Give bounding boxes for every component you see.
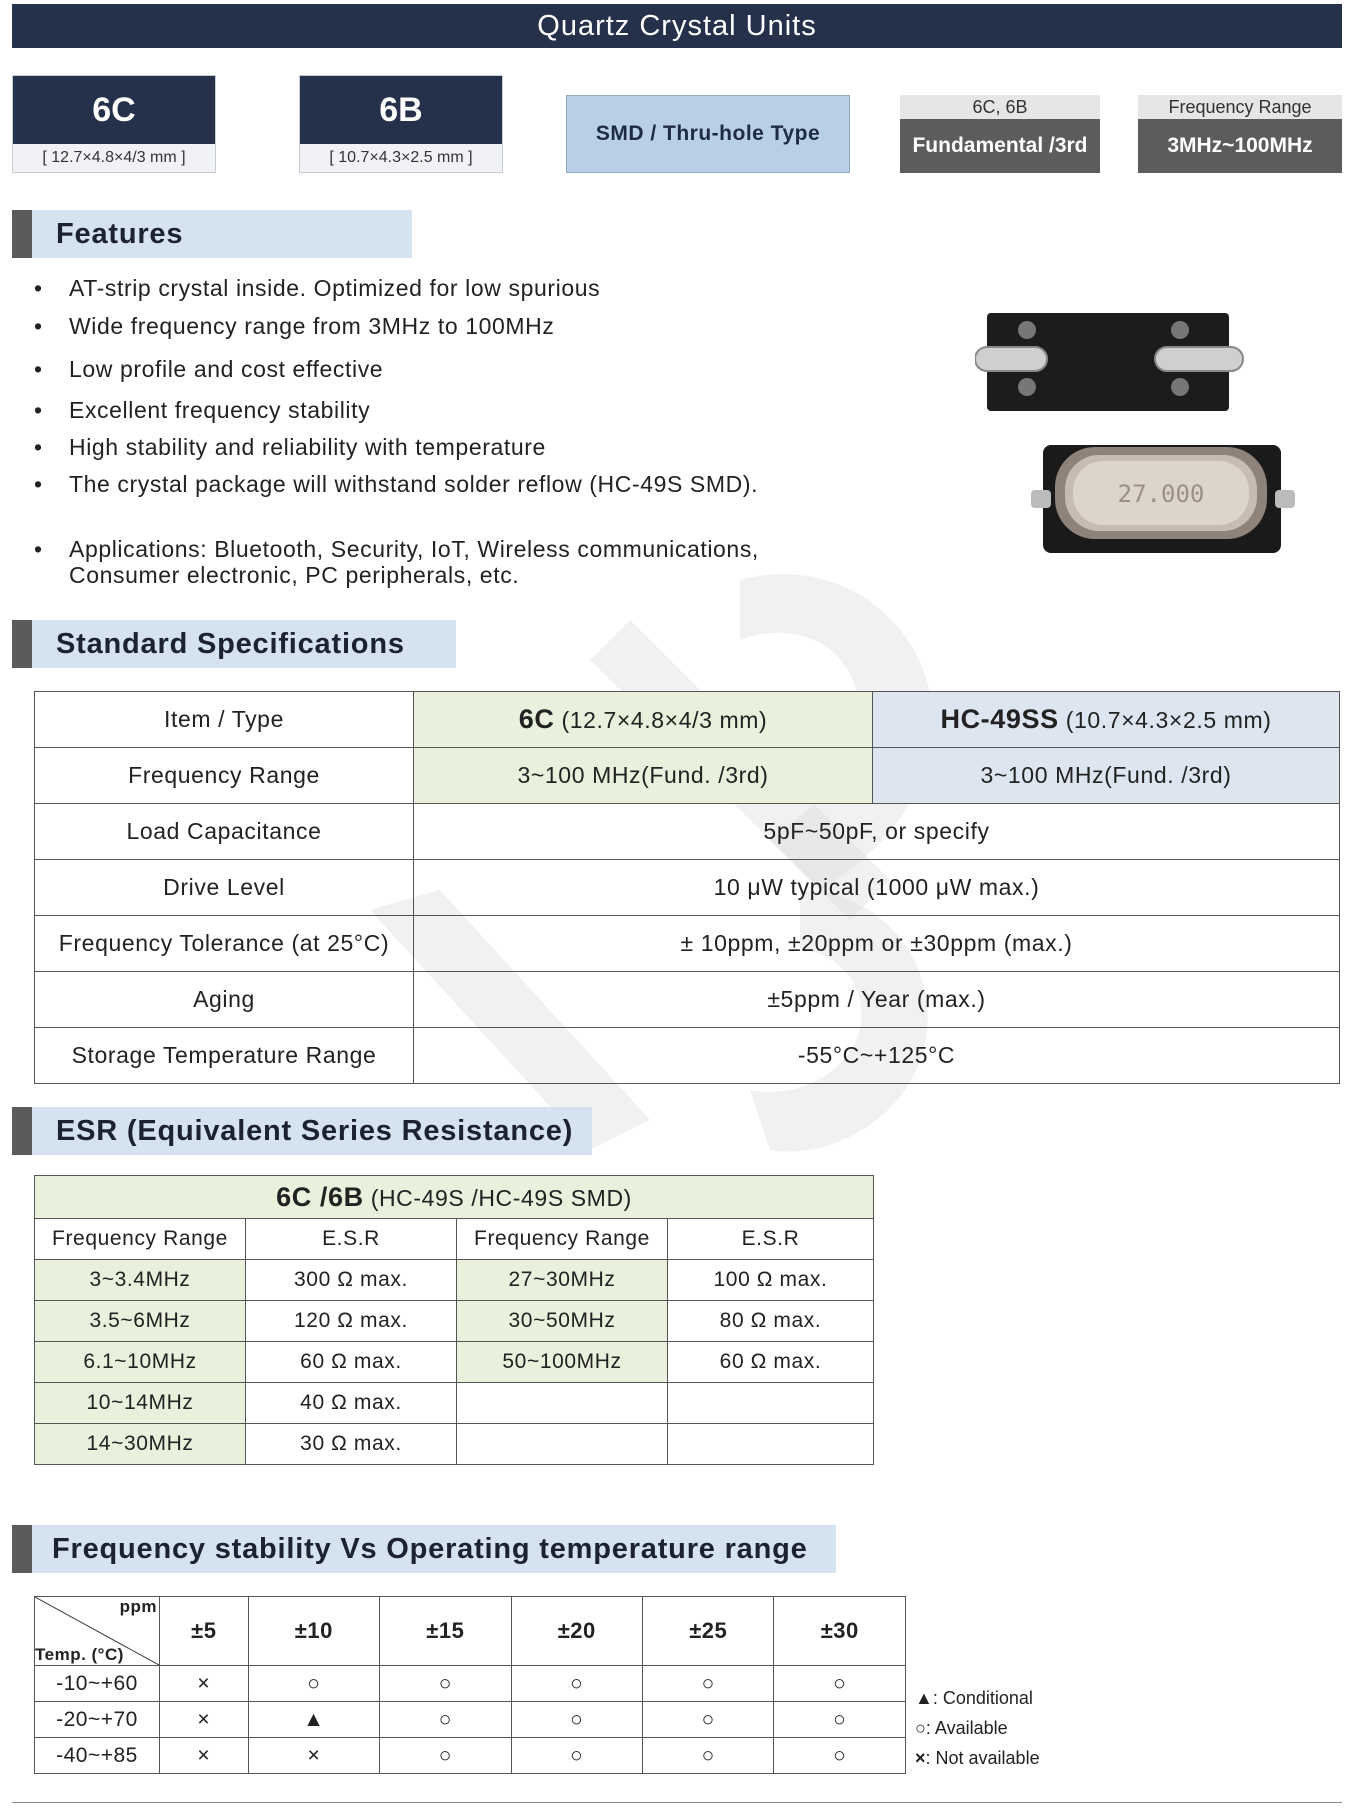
table-row <box>35 748 1340 804</box>
mode-value: Fundamental /3rd <box>900 119 1100 173</box>
column-header: ±25 <box>643 1597 774 1666</box>
table-cell: 120 Ω max. <box>246 1301 457 1342</box>
heading-text: Frequency stability Vs Operating temperature range <box>52 1532 808 1565</box>
table-cell: ○ <box>511 1666 642 1702</box>
table-cell: × <box>160 1666 249 1702</box>
table-cell: Storage Temperature Range <box>35 1028 414 1084</box>
table-row <box>35 916 1340 972</box>
column-header: ±30 <box>774 1597 906 1666</box>
table-cell: ○ <box>380 1702 511 1738</box>
model-box-6b <box>299 75 503 173</box>
table-cell: ○ <box>511 1702 642 1738</box>
table-cell: 10 μW typical (1000 μW max.) <box>414 860 1340 916</box>
legend-item: ○: Available <box>915 1718 1008 1738</box>
table-cell: Frequency Tolerance (at 25°C) <box>35 916 414 972</box>
table-cell: ○ <box>380 1666 511 1702</box>
table-cell: ± 10ppm, ±20ppm or ±30ppm (max.) <box>414 916 1340 972</box>
heading-bar <box>12 1107 32 1155</box>
esr-table-title: 6C /6B (HC-49S /HC-49S SMD) <box>35 1176 874 1219</box>
column-header: ±5 <box>160 1597 249 1666</box>
table-row <box>35 1666 906 1702</box>
table-row <box>35 692 1340 748</box>
column-header: ±15 <box>380 1597 511 1666</box>
table-cell: ○ <box>511 1738 642 1774</box>
page-title: Quartz Crystal Units <box>12 4 1342 48</box>
heading-text: Features <box>56 217 184 250</box>
table-row <box>35 860 1340 916</box>
table-cell: × <box>160 1738 249 1774</box>
table-cell: Drive Level <box>35 860 414 916</box>
table-row <box>35 972 1340 1028</box>
table-cell: ○ <box>774 1702 906 1738</box>
table-cell: Item / Type <box>35 692 414 748</box>
table-row <box>35 1176 874 1219</box>
model-name: 6C <box>13 76 215 144</box>
table-cell: 100 Ω max. <box>668 1260 874 1301</box>
column-header: E.S.R <box>668 1219 874 1260</box>
table-cell: × <box>160 1702 249 1738</box>
corner-temp: Temp. (°C) <box>35 1645 124 1664</box>
table-cell: 30~50MHz <box>457 1301 668 1342</box>
heading-bar <box>12 210 32 258</box>
esr-table <box>34 1175 874 1465</box>
heading-text: Standard Specifications <box>56 627 405 660</box>
table-cell: Load Capacitance <box>35 804 414 860</box>
frequency-label: Frequency Range <box>1138 95 1342 119</box>
row-header: -10~+60 <box>35 1666 160 1702</box>
mode-label: 6C, 6B <box>900 95 1100 119</box>
table-cell <box>668 1424 874 1465</box>
model-size: [ 10.7×4.3×2.5 mm ] <box>329 149 473 166</box>
table-row <box>35 1342 874 1383</box>
table-row <box>35 1383 874 1424</box>
heading-bar <box>12 1525 32 1573</box>
standard-specs-table <box>34 691 1340 1084</box>
standard-specs-heading <box>12 620 456 668</box>
legend-item: ▲: Conditional <box>915 1688 1033 1708</box>
table-cell: 6C (12.7×4.8×4/3 mm) <box>414 692 873 748</box>
table-cell: 30 Ω max. <box>246 1424 457 1465</box>
frequency-value: 3MHz~100MHz <box>1138 119 1342 173</box>
heading-bar <box>12 620 32 668</box>
table-cell: 3~3.4MHz <box>35 1260 246 1301</box>
table-cell: ○ <box>774 1738 906 1774</box>
table-cell: 50~100MHz <box>457 1342 668 1383</box>
table-cell: Aging <box>35 972 414 1028</box>
column-header: Frequency Range <box>35 1219 246 1260</box>
table-cell: 6.1~10MHz <box>35 1342 246 1383</box>
table-cell: ○ <box>774 1666 906 1702</box>
column-header: E.S.R <box>246 1219 457 1260</box>
table-cell: 3.5~6MHz <box>35 1301 246 1342</box>
photo-marking: 27.000 <box>1117 480 1205 508</box>
table-cell: 27~30MHz <box>457 1260 668 1301</box>
table-cell: ○ <box>643 1702 774 1738</box>
table-cell: 3~100 MHz(Fund. /3rd) <box>873 748 1340 804</box>
table-row <box>35 804 1340 860</box>
table-cell: 3~100 MHz(Fund. /3rd) <box>414 748 873 804</box>
table-cell: 5pF~50pF, or specify <box>414 804 1340 860</box>
esr-heading <box>12 1107 592 1155</box>
footer-divider <box>12 1802 1342 1803</box>
table-cell: × <box>248 1738 379 1774</box>
table-cell <box>668 1383 874 1424</box>
table-cell <box>457 1424 668 1465</box>
mode-badge <box>900 95 1100 173</box>
table-cell: ±5ppm / Year (max.) <box>414 972 1340 1028</box>
table-cell: 80 Ω max. <box>668 1301 874 1342</box>
table-cell: 60 Ω max. <box>668 1342 874 1383</box>
table-cell: ○ <box>643 1666 774 1702</box>
table-cell: ○ <box>380 1738 511 1774</box>
column-header: Frequency Range <box>457 1219 668 1260</box>
table-cell: 14~30MHz <box>35 1424 246 1465</box>
table-row <box>35 1301 874 1342</box>
table-cell: ○ <box>643 1738 774 1774</box>
table-cell: Frequency Range <box>35 748 414 804</box>
corner-ppm: ppm <box>119 1597 157 1616</box>
model-size: [ 12.7×4.8×4/3 mm ] <box>42 149 186 166</box>
table-cell: 300 Ω max. <box>246 1260 457 1301</box>
table-cell: HC-49SS (10.7×4.3×2.5 mm) <box>873 692 1340 748</box>
legend-item: ×: Not available <box>915 1748 1040 1768</box>
table-cell <box>457 1383 668 1424</box>
frequency-badge <box>1138 95 1342 173</box>
table-cell: -55°C~+125°C <box>414 1028 1340 1084</box>
column-header: ±20 <box>511 1597 642 1666</box>
table-cell: 40 Ω max. <box>246 1383 457 1424</box>
product-photo <box>975 305 1315 565</box>
table-row <box>35 1597 906 1666</box>
table-cell: ○ <box>248 1666 379 1702</box>
table-cell: 60 Ω max. <box>246 1342 457 1383</box>
table-row <box>35 1260 874 1301</box>
model-name: 6B <box>300 76 502 144</box>
table-row <box>35 1702 906 1738</box>
model-box-6c <box>12 75 216 173</box>
table-row <box>35 1219 874 1260</box>
column-header: ±10 <box>248 1597 379 1666</box>
row-header: -40~+85 <box>35 1738 160 1774</box>
stability-table <box>34 1596 906 1774</box>
table-cell: 10~14MHz <box>35 1383 246 1424</box>
type-badge: SMD / Thru-hole Type <box>566 95 850 173</box>
table-cell: ▲ <box>248 1702 379 1738</box>
table-row <box>35 1424 874 1465</box>
table-row <box>35 1028 1340 1084</box>
table-row <box>35 1738 906 1774</box>
features-heading <box>12 210 412 258</box>
heading-text: ESR (Equivalent Series Resistance) <box>56 1114 574 1147</box>
stability-legend <box>915 1683 1040 1773</box>
row-header: -20~+70 <box>35 1702 160 1738</box>
stability-heading <box>12 1525 836 1573</box>
corner-cell <box>35 1597 160 1666</box>
